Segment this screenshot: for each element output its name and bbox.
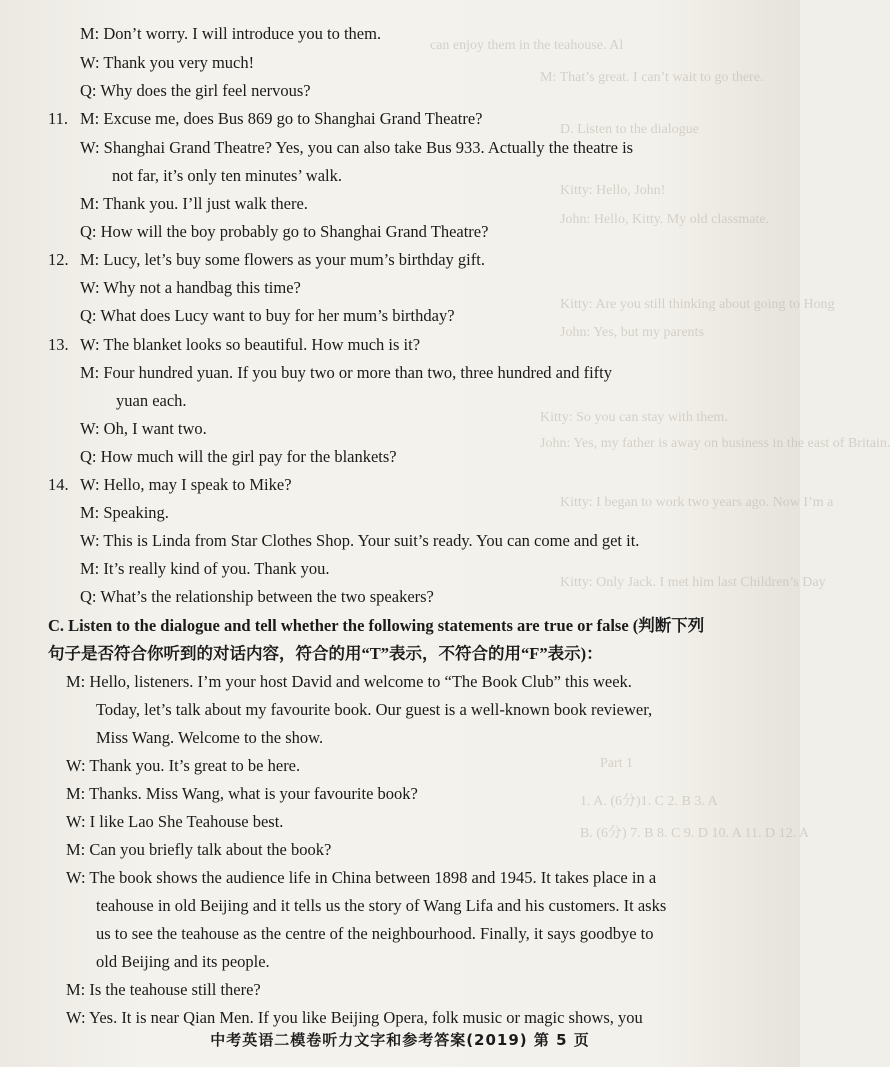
transcript-line: M: Speaking. xyxy=(80,503,169,522)
transcript-line: W: I like Lao She Teahouse best. xyxy=(66,812,284,831)
question-number: 14. xyxy=(48,475,69,494)
transcript-line: M: Four hundred yuan. If you buy two or more than two, three hundred and fifty xyxy=(80,363,613,382)
transcript-line: M: Don’t worry. I will introduce you to them. xyxy=(80,24,382,43)
transcript-line: C. Listen to the dialogue and tell whether the following statements are true or false (判断下列 xyxy=(48,616,705,635)
transcript-line: M: It’s really kind of you. Thank you. xyxy=(80,559,330,578)
transcript-line: Q: What’s the relationship between the two speakers? xyxy=(80,587,434,606)
transcript-line: W: This is Linda from Star Clothes Shop. Your suit’s ready. You can come and get it. xyxy=(80,531,640,550)
transcript-line: not far, it’s only ten minutes’ walk. xyxy=(112,166,342,185)
transcript-line: us to see the teahouse as the centre of the neighbourhood. Finally, it says goodbye to xyxy=(96,924,654,943)
transcript-line: M: Can you briefly talk about the book? xyxy=(66,840,332,859)
transcript-line: Q: What does Lucy want to buy for her mum’s birthday? xyxy=(80,306,455,325)
transcript-line: yuan each. xyxy=(116,391,187,410)
transcript-line: Today, let’s talk about my favourite book. Our guest is a well-known book reviewer, xyxy=(96,700,653,719)
transcript-line: W: Why not a handbag this time? xyxy=(80,278,301,297)
transcript-line: W: Shanghai Grand Theatre? Yes, you can also take Bus 933. Actually the theatre is xyxy=(80,138,634,157)
question-number: 11. xyxy=(48,109,69,128)
transcript-line: W: Thank you. It’s great to be here. xyxy=(66,756,301,775)
transcript-line: Q: How much will the girl pay for the blankets? xyxy=(80,447,397,466)
transcript-line: M: Thanks. Miss Wang, what is your favourite book? xyxy=(66,784,418,803)
question-number: 13. xyxy=(48,335,69,354)
transcript-line: M: Excuse me, does Bus 869 go to Shanghai Grand Theatre? xyxy=(80,109,483,128)
transcript-line: W: The blanket looks so beautiful. How much is it? xyxy=(80,335,421,354)
transcript-line: W: Yes. It is near Qian Men. If you like Beijing Opera, folk music or magic shows, you xyxy=(66,1008,643,1027)
transcript-line: W: Hello, may I speak to Mike? xyxy=(80,475,292,494)
transcript-line: W: The book shows the audience life in China between 1898 and 1945. It takes place in a xyxy=(66,868,657,887)
transcript-line: W: Oh, I want two. xyxy=(80,419,207,438)
transcript-line: M: Lucy, let’s buy some flowers as your mum’s birthday gift. xyxy=(80,250,485,269)
question-number: 12. xyxy=(48,250,69,269)
transcript-line: W: Thank you very much! xyxy=(80,53,255,72)
transcript-line: teahouse in old Beijing and it tells us the story of Wang Lifa and his customers. It asks xyxy=(96,896,667,915)
document-page: can enjoy them in the teahouse. Al M: That’s great. I can’t wait to go there. D. Listen to the dialogue Kitty: Hello, John! John: Hello, Kitty. My old classmate. Kitty: Are you still thinking about going to Hong John: Yes, but my parents Kitty: So you can stay with them. John: Yes, my father is away on business in the east of Britain. Kitty: I began to work two years ago. Now I’m a Kitty: Only Jack. I met him last Children’s Day Part 1 1. A. (6分)1. C 2. B 3. A B. (6分) 7. B 8. C 9. D 10. A 11. D 12. A M: Don’t worry. I will introduce you to them. W: Thank you very much! Q: Why does the girl feel nervous? M: Excuse me, does Bus 869 go to Shanghai Grand Theatre? W: Shanghai Grand Theatre? Yes, you can also take Bus 933. Actually the theatre is not far, it’s only ten minutes’ walk. M: Thank you. I’ll just walk there. Q: How will the boy probably go to Shanghai Grand Theatre? M: Lucy, let’s buy some flowers as your mum’s birthday gift. W: Why not a handbag this time? Q: What does Lucy want to buy for her mum’s birthday? W: The blanket looks so beautiful. How much is it? M: Four hundred yuan. If you buy two or more than two, three hundred and fifty yuan each. W: Oh, I want two. Q: How much will the girl pay for the blankets? W: Hello, may I speak to Mike? M: Speaking. W: This is Linda from Star Clothes Shop. Your suit’s ready. You can come and get it. M: It’s really kind of you. Thank you. Q: What’s the relationship between the two speakers? C. Listen to the dialogue and tell whether the following statements are true or false (判断下列 句子是否符合你听到的对话内容，符合的用“T”表示，不符合的用“F”表示)： M: Hello, listeners. I’m your host David and welcome to “The Book Club” this week. Today, let’s talk about my favourite book. Our guest is a well-known book reviewer, Miss Wang. Welcome to the show. W: Thank you. It’s great to be here. M: Thanks. Miss Wang, what is your favourite book? W: I like Lao She Teahouse best. M: Can you briefly talk about the book? W: The book shows the audience life in China between 1898 and 1945. It takes place in a teahouse in old Beijing and it tells us the story of Wang Lifa and his customers. It asks us to see the teahouse as the centre of the neighbourhood. Finally, it says goodbye to old Beijing and its people. M: Is the teahouse still there? W: Yes. It is near Qian Men. If you like Beijing Opera, folk music or magic shows, you 11. 12. 13. 14. 中考英语二模卷听力文字和参考答案(2019) 第 5 页 xyxy=(0,0,800,1067)
transcript-line: 句子是否符合你听到的对话内容，符合的用“T”表示，不符合的用“F”表示)： xyxy=(48,644,603,663)
transcript-line: M: Hello, listeners. I’m your host David and welcome to “The Book Club” this week. xyxy=(66,672,632,691)
transcript-line: M: Is the teahouse still there? xyxy=(66,980,261,999)
transcript-line: old Beijing and its people. xyxy=(96,952,270,971)
page-footer: 中考英语二模卷听力文字和参考答案(2019) 第 5 页 xyxy=(210,1031,590,1049)
transcript-line: Q: Why does the girl feel nervous? xyxy=(80,81,311,100)
transcript-line: Miss Wang. Welcome to the show. xyxy=(96,728,324,747)
transcript-line: Q: How will the boy probably go to Shanghai Grand Theatre? xyxy=(80,222,489,241)
transcript-line: M: Thank you. I’ll just walk there. xyxy=(80,194,308,213)
